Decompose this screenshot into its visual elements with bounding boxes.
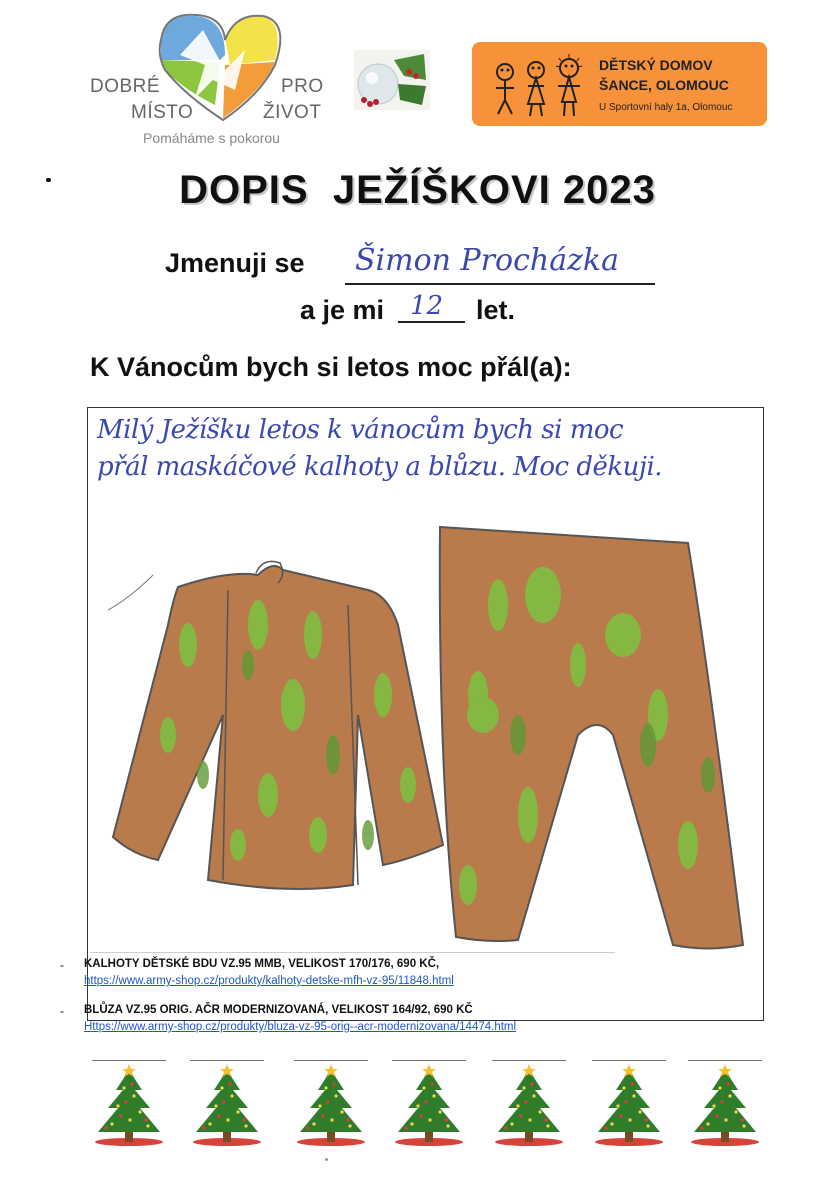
christmas-tree-icon — [388, 1056, 470, 1148]
christmas-tree-icon — [488, 1056, 570, 1148]
logo-word-dobre: DOBRÉ — [90, 76, 161, 97]
christmas-photo — [354, 50, 430, 110]
detsky-domov-logo — [472, 42, 767, 126]
item-bullet: - — [60, 958, 64, 972]
separator-line — [90, 952, 615, 953]
crayon-drawing — [58, 515, 748, 955]
age-label: a je mi — [300, 295, 385, 325]
age-suffix: let. — [476, 295, 516, 325]
logo-line-1: DĚTSKÝ DOMOV — [599, 57, 713, 73]
trousers-drawing — [440, 527, 743, 949]
item-description: KALHOTY DĚTSKÉ BDU VZ.95 MMB, VELIKOST 170/176, 690 KČ, — [84, 958, 440, 970]
item-link[interactable]: https://www.army-shop.cz/produkty/kalhoty-detske-mfh-vz-95/11848.html — [84, 975, 454, 987]
item-bullet: - — [60, 1004, 64, 1018]
age-value: 12 — [410, 291, 444, 321]
logo-address: U Sportovní haly 1a, Olomouc — [599, 102, 733, 113]
logo-word-zivot: ŽIVOT — [263, 102, 322, 123]
page-title: DOPIS JEŽÍŠKOVI 2023 — [179, 168, 656, 212]
stray-mark — [325, 1158, 328, 1161]
handwritten-letter — [97, 412, 737, 486]
christmas-tree-icon — [290, 1056, 372, 1148]
dobre-misto-logo — [85, 10, 324, 150]
christmas-tree-icon — [684, 1056, 766, 1148]
item-description: BLŮZA VZ.95 ORIG. AČR MODERNIZOVANÁ, VELIKOST 164/92, 690 KČ — [84, 1004, 473, 1016]
logo-word-pro: PRO — [281, 76, 324, 97]
christmas-tree-icon — [88, 1056, 170, 1148]
name-value: Šimon Procházka — [355, 243, 619, 278]
christmas-tree-icon — [186, 1056, 268, 1148]
logo-word-misto: MÍSTO — [131, 102, 194, 123]
letter-line-1: Milý Ježíšku letos k vánocům bych si moc — [97, 415, 624, 445]
children-logo-icon — [472, 42, 592, 126]
name-label: Jmenuji se — [165, 248, 305, 278]
jacket-drawing — [108, 561, 443, 889]
name-underline — [345, 283, 655, 285]
logo-line-2: ŠANCE, OLOMOUC — [599, 77, 729, 93]
logo-tagline: Pomáháme s pokorou — [143, 130, 280, 146]
item-link[interactable]: Https://www.army-shop.cz/produkty/bluza-vz-95-orig--acr-modernizovana/14474.html — [84, 1021, 517, 1033]
wish-heading: K Vánocům bych si letos moc přál(a): — [90, 352, 572, 382]
letter-line-2: přál maskáčové kalhoty a blůzu. Moc děkuji. — [97, 452, 663, 482]
christmas-tree-icon — [588, 1056, 670, 1148]
age-underline — [398, 321, 465, 323]
